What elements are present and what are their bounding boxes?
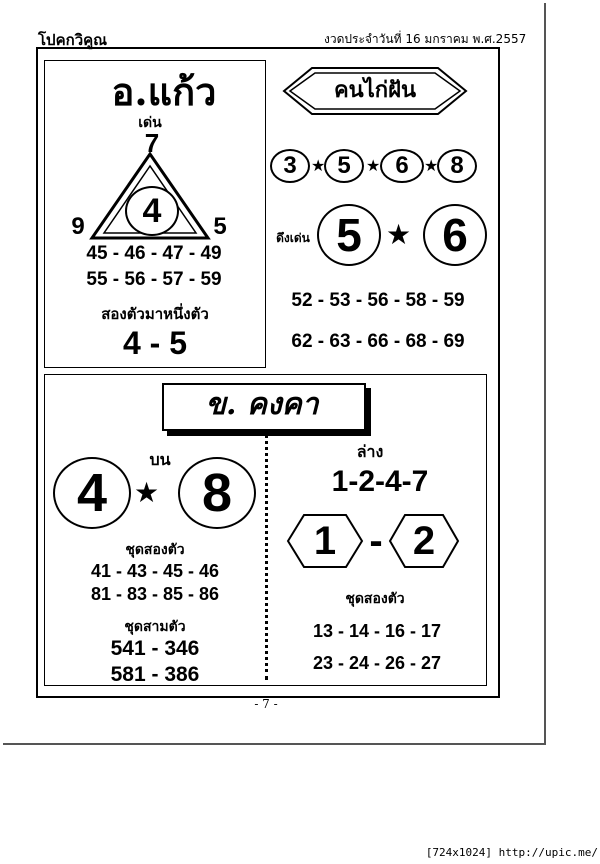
triangle-right-digit: 5 <box>213 213 227 240</box>
top-two-row-2: 81 - 83 - 85 - 86 <box>90 584 220 604</box>
triangle-top-digit: 7 <box>144 128 160 158</box>
column-divider <box>265 434 268 680</box>
dream-digit-3: 6 <box>380 149 424 183</box>
star-icon: ★ <box>134 476 160 509</box>
bottom-digit-2: 2 <box>412 519 436 563</box>
dream-row-1: 52 - 53 - 56 - 58 - 59 <box>291 290 465 311</box>
three-row-1: 541 - 346 <box>110 637 200 660</box>
three-row-2: 581 - 386 <box>110 663 200 686</box>
bottom-row-1: 13 - 14 - 16 - 17 <box>312 621 442 641</box>
two-to-one-label: สองตัวมาหนึ่งตัว <box>101 305 209 323</box>
pull-label: ดึงเด่น <box>276 231 310 245</box>
featured-label: เด่น <box>138 115 162 131</box>
bottom-two-label: ชุดสองตัว <box>345 591 405 607</box>
three-digit-label: ชุดสามตัว <box>124 619 186 635</box>
bottom-dash: - <box>369 519 383 563</box>
star-icon: ★ <box>366 156 381 175</box>
two-digit-label: ชุดสองตัว <box>125 542 185 558</box>
pull-digit-2: 6 <box>423 204 487 266</box>
khongkha-title: ข. คงคา <box>205 387 319 422</box>
dream-digit-4: 8 <box>437 149 477 183</box>
bottom-row-2: 23 - 24 - 26 - 27 <box>312 653 442 673</box>
triangle-left-digit: 9 <box>71 213 85 240</box>
pull-digit-1: 5 <box>317 204 381 266</box>
magazine-name: โปคกวิคูณ <box>38 31 108 49</box>
dream-digit-1: 3 <box>270 149 310 183</box>
star-icon: ★ <box>311 156 326 175</box>
dream-row-2: 62 - 63 - 66 - 68 - 69 <box>291 331 465 352</box>
watermark[interactable]: [724x1024] http://upic.me/ <box>425 846 598 859</box>
top-two-row-1: 41 - 43 - 45 - 46 <box>90 561 220 581</box>
bottom-sequence: 1-2-4-7 <box>331 465 429 498</box>
top-digit-1: 4 <box>53 457 131 529</box>
kaew-row-1: 45 - 46 - 47 - 49 <box>86 243 222 264</box>
page-number: - 7 - <box>254 697 278 711</box>
date-line: งวดประจำวันที่ 16 มกราคม พ.ศ.2557 <box>324 32 527 46</box>
dream-digit-2: 5 <box>324 149 364 183</box>
section-kaew-title: อ.แก้ว <box>111 69 217 114</box>
triangle-center-digit: 4 <box>125 186 179 236</box>
star-icon: ★ <box>424 156 439 175</box>
dream-title: คนไก่ฝัน <box>333 78 417 103</box>
top-label: บน <box>149 450 171 469</box>
kaew-row-2: 55 - 56 - 57 - 59 <box>86 269 222 290</box>
bottom-digit-1: 1 <box>313 519 337 563</box>
top-digit-2: 8 <box>178 457 256 529</box>
star-icon: ★ <box>386 218 412 251</box>
bottom-label: ล่าง <box>356 442 384 461</box>
two-to-one-value: 4 - 5 <box>122 325 188 361</box>
